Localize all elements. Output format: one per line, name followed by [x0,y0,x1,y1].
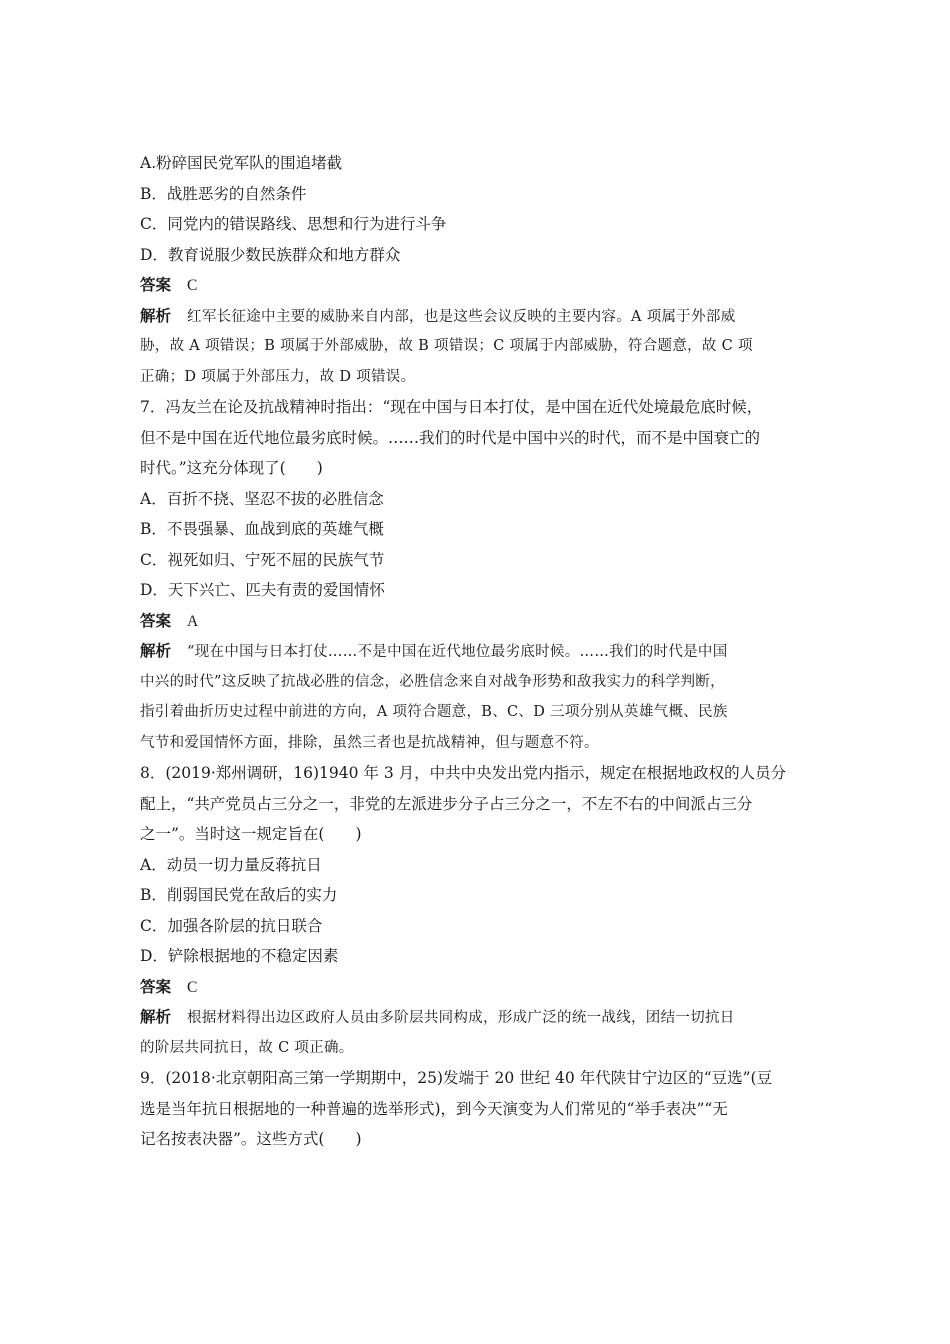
option-c: C．视死如归、宁死不屈的民族气节 [140,550,385,569]
option-a: A.粉碎国民党军队的围追堵截 [140,154,343,172]
answer-label: 答案 [140,611,172,630]
question-stem: 9．(2018·北京朝阳高三第一学期期中，25)发端于 20 世纪 40 年代陕甘宁边区的“豆选”(豆 [140,1069,773,1087]
answer-label: 答案 [140,276,172,294]
answer-label: 答案 [140,977,172,996]
analysis-text: 气节和爱国情怀方面，排除，虽然三者也是抗战精神，但与题意不符。 [140,734,599,751]
option-c: C．同党内的错误路线、思想和行为进行斗争 [140,215,447,233]
option-d: D．天下兴亡、匹夫有责的爱国情怀 [140,581,385,599]
analysis-text: 中兴的时代”这反映了抗战必胜的信念，必胜信念来自对战争形势和敌我实力的科学判断， [140,673,725,690]
answer-value: C [187,978,198,996]
analysis-label: 解析 [140,642,172,660]
question-7 [140,392,815,758]
question-stem: 7．冯友兰在论及抗战精神时指出：“现在中国与日本打仗，是中国在近代处境最危底时候， [140,398,763,416]
answer-value: A [187,612,199,630]
question-stem: 记名按表决器”。这些方式( ) [140,1130,362,1148]
analysis-text: 的阶层共同抗日，故 C 项正确。 [140,1039,354,1056]
analysis-label: 解析 [140,1008,172,1026]
analysis-text: 指引着曲折历史过程中前进的方向，A 项符合题意，B、C、D 三项分别从英雄气概、民族 [140,704,728,720]
analysis-text: 正确；D 项属于外部压力，故 D 项错误。 [140,368,416,385]
question-8 [140,758,815,1063]
analysis-text: 根据材料得出边区政府人员由多阶层共同构成，形成广泛的统一战线，团结一切抗日 [187,1010,735,1026]
document-page [140,148,815,1155]
answer-line [140,270,815,301]
analysis-label: 解析 [140,306,172,325]
question-6 [140,148,815,392]
question-stem: 但不是中国在近代地位最劣底时候。……我们的时代是中国中兴的时代，而不是中国衰亡的 [140,428,761,447]
analysis-line [140,1002,815,1033]
option-d: D．铲除根据地的不稳定因素 [140,947,339,965]
analysis-line [140,301,815,332]
answer-value: C [187,277,198,294]
question-stem: 配上，“共产党员占三分之一，非党的左派进步分子占三分之一，不左不右的中间派占三分 [140,794,753,813]
option-b: B．削弱国民党在敌后的实力 [140,886,338,904]
analysis-line [140,636,815,667]
option-b: B．战胜恶劣的自然条件 [140,184,307,203]
answer-line [140,606,815,637]
analysis-text: “现在中国与日本打仗……不是中国在近代地位最劣底时候。……我们的时代是中国 [187,644,728,660]
option-a: A．百折不挠、坚忍不拔的必胜信念 [140,489,384,508]
option-d: D．教育说服少数民族群众和地方群众 [140,245,401,264]
analysis-text: 红军长征途中主要的威胁来自内部，也是这些会议反映的主要内容。A 项属于外部威 [187,308,736,325]
question-stem: 8．(2019·郑州调研，16)1940 年 3 月，中共中央发出党内指示，规定在根据地政权的人员分 [140,764,787,782]
analysis-text: 胁，故 A 项错误；B 项属于外部威胁，故 B 项错误；C 项属于内部威胁，符合题意，故 C 项 [140,338,753,354]
option-a: A．动员一切力量反蒋抗日 [140,855,322,874]
option-c: C．加强各阶层的抗日联合 [140,916,323,935]
question-stem: 选是当年抗日根据地的一种普遍的选举形式)，到今天演变为人们常见的“举手表决”“无 [140,1099,728,1118]
answer-line [140,972,815,1003]
question-9 [140,1063,815,1155]
option-b: B．不畏强暴、血战到底的英雄气概 [140,520,384,538]
question-stem: 时代。”这充分体现了( ) [140,459,323,477]
question-stem: 之一”。当时这一规定旨在( ) [140,825,362,843]
